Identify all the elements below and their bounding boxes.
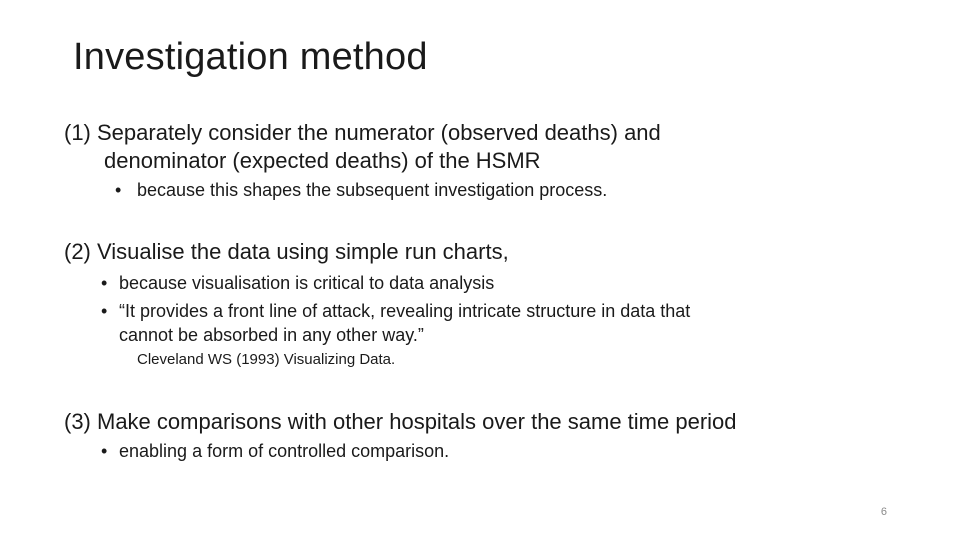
- bullet-marker: •: [115, 180, 122, 200]
- point-2-line-1: (2) Visualise the data using simple run charts,: [64, 239, 509, 264]
- point-2-bullet-1: because visualisation is critical to data analysis: [119, 273, 495, 293]
- point-3-bullet-1: enabling a form of controlled comparison.: [119, 441, 450, 461]
- point-1-bullet-1: because this shapes the subsequent investigation process.: [137, 180, 608, 200]
- bullet-marker: •: [101, 273, 108, 293]
- point-2-bullet-2: “It provides a front line of attack, revealing intricate structure in data that: [119, 301, 691, 321]
- point-2-bullet-2-continued: cannot be absorbed in any other way.”: [119, 325, 424, 345]
- bullet-marker: •: [101, 301, 108, 321]
- bullet-marker: •: [101, 441, 108, 461]
- page-number: 6: [880, 506, 887, 518]
- citation: Cleveland WS (1993) Visualizing Data.: [137, 351, 396, 368]
- slide-title: Investigation method: [73, 36, 428, 78]
- point-1-line-2: denominator (expected deaths) of the HSMR: [104, 148, 541, 173]
- point-3-line-1: (3) Make comparisons with other hospitals over the same time period: [64, 409, 737, 434]
- point-1-line-1: (1) Separately consider the numerator (observed deaths) and: [64, 120, 661, 145]
